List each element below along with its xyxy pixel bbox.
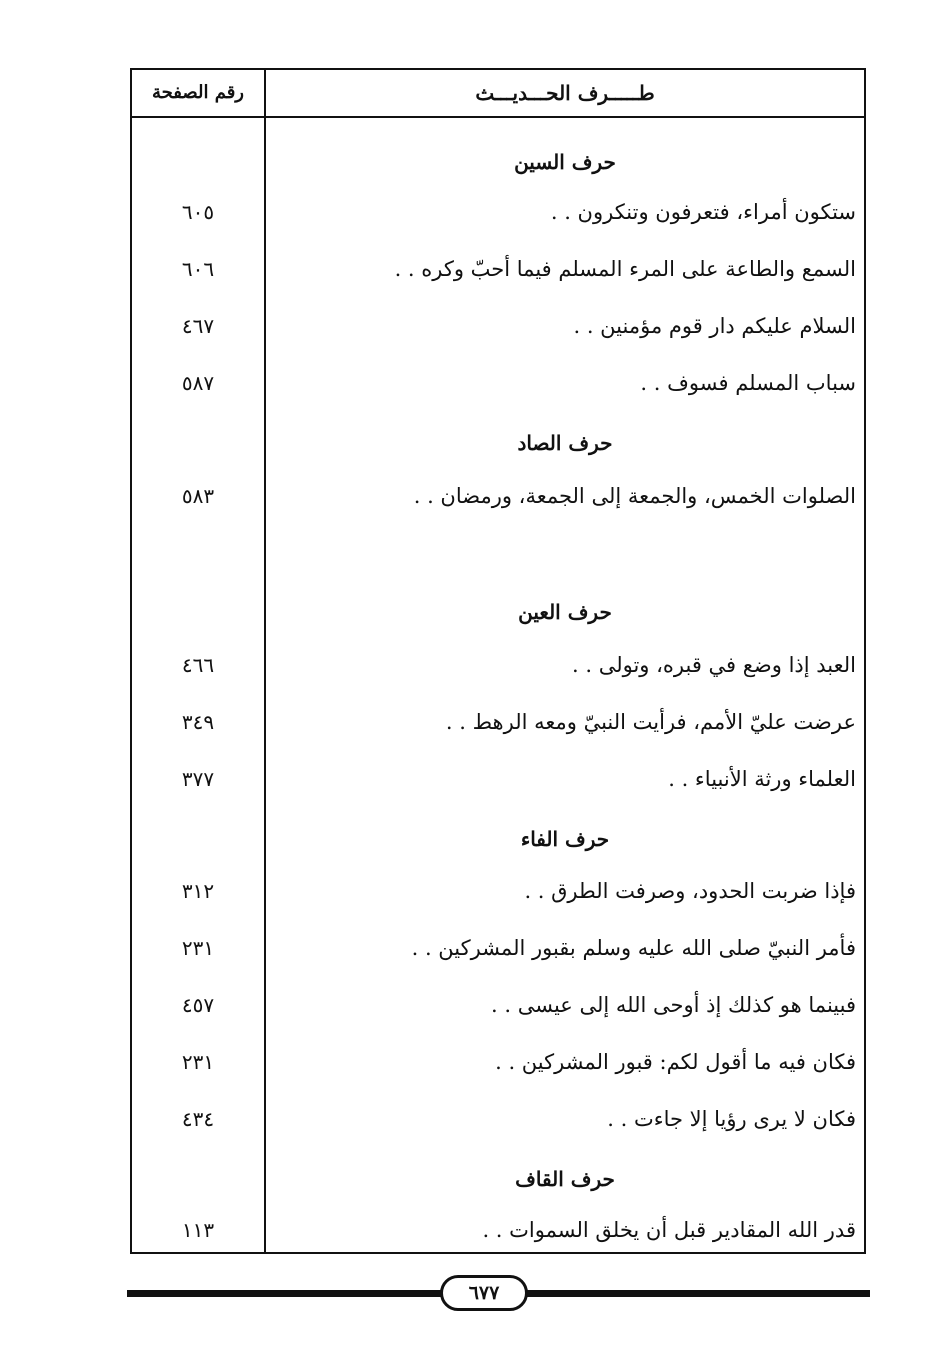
section-title: حرف الفاء <box>520 827 610 851</box>
hadith-text: فبينما هو كذلك إذ أوحى الله إلى عيسى . . <box>491 993 856 1017</box>
section-heading-row <box>132 811 864 867</box>
section-title: حرف السين <box>514 150 616 174</box>
table-row <box>132 1091 864 1147</box>
hadith-text: فكان لا يرى رؤيا إلا جاءت . . <box>607 1107 856 1131</box>
page-number: ٣٤٩ <box>181 710 215 734</box>
section-heading-row <box>132 1151 864 1207</box>
page-number: ٥٨٧ <box>181 371 215 395</box>
page-number-badge: ٦٧٧ <box>440 1275 528 1311</box>
table-row <box>132 751 864 807</box>
table-row <box>132 1202 864 1258</box>
page-number: ٦٠٥ <box>181 200 215 224</box>
hadith-text: عرضت عليّ الأمم، فرأيت النبيّ ومعه الرهط . . <box>445 710 856 734</box>
hadith-text: السلام عليكم دار قوم مؤمنين . . <box>573 314 856 338</box>
hadith-text: قدر الله المقادير قبل أن يخلق السموات . . <box>482 1218 856 1242</box>
hadith-text: ستكون أمراء، فتعرفون وتنكرون . . <box>550 200 856 224</box>
page-number: ٤٣٤ <box>181 1107 215 1131</box>
hadith-text: فأمر النبيّ صلى الله عليه وسلم بقبور المشركين . . <box>411 936 856 960</box>
page-number: ٢٣١ <box>181 936 215 960</box>
page-number: ٤٦٧ <box>181 314 215 338</box>
section-heading-row <box>132 415 864 471</box>
table-row <box>132 298 864 354</box>
hadith-column-header: طـــــرف الحـــديـــث <box>475 81 655 105</box>
hadith-text: السمع والطاعة على المرء المسلم فيما أحبّ وكره . . <box>394 257 856 281</box>
hadith-text: العلماء ورثة الأنبياء . . <box>668 767 856 791</box>
section-title: حرف القاف <box>515 1167 615 1191</box>
table-row <box>132 920 864 976</box>
section-heading-row <box>132 584 864 640</box>
page-number: ٢٣١ <box>181 1050 215 1074</box>
table-row <box>132 1034 864 1090</box>
page-number: ٤٦٦ <box>181 653 215 677</box>
hadith-text: سباب المسلم فسوف . . <box>640 371 856 395</box>
table-header <box>132 70 864 118</box>
page-number: ٦٠٦ <box>181 257 215 281</box>
hadith-text: الصلوات الخمس، والجمعة إلى الجمعة، ورمضان . . <box>413 484 856 508</box>
hadith-text: فكان فيه ما أقول لكم: قبور المشركين . . <box>495 1050 856 1074</box>
table-row <box>132 184 864 240</box>
page-number: ١١٣ <box>181 1218 215 1242</box>
page-number: ٣١٢ <box>181 879 215 903</box>
table-row <box>132 468 864 524</box>
table-row <box>132 863 864 919</box>
hadith-index-table <box>130 68 866 1254</box>
section-title: حرف الصاد <box>517 431 613 455</box>
section-heading-row <box>132 134 864 190</box>
section-title: حرف العين <box>518 600 612 624</box>
table-row <box>132 694 864 750</box>
page-column-header: رقم الصفحة <box>151 82 244 103</box>
page-number: ٤٥٧ <box>181 993 215 1017</box>
table-row <box>132 637 864 693</box>
page-number: ٣٧٧ <box>181 767 215 791</box>
table-row <box>132 977 864 1033</box>
table-row <box>132 241 864 297</box>
table-row <box>132 355 864 411</box>
hadith-text: فإذا ضربت الحدود، وصرفت الطرق . . <box>524 879 856 903</box>
hadith-text: العبد إذا وضع في قبره، وتولى . . <box>572 653 856 677</box>
page-number: ٥٨٣ <box>181 484 215 508</box>
